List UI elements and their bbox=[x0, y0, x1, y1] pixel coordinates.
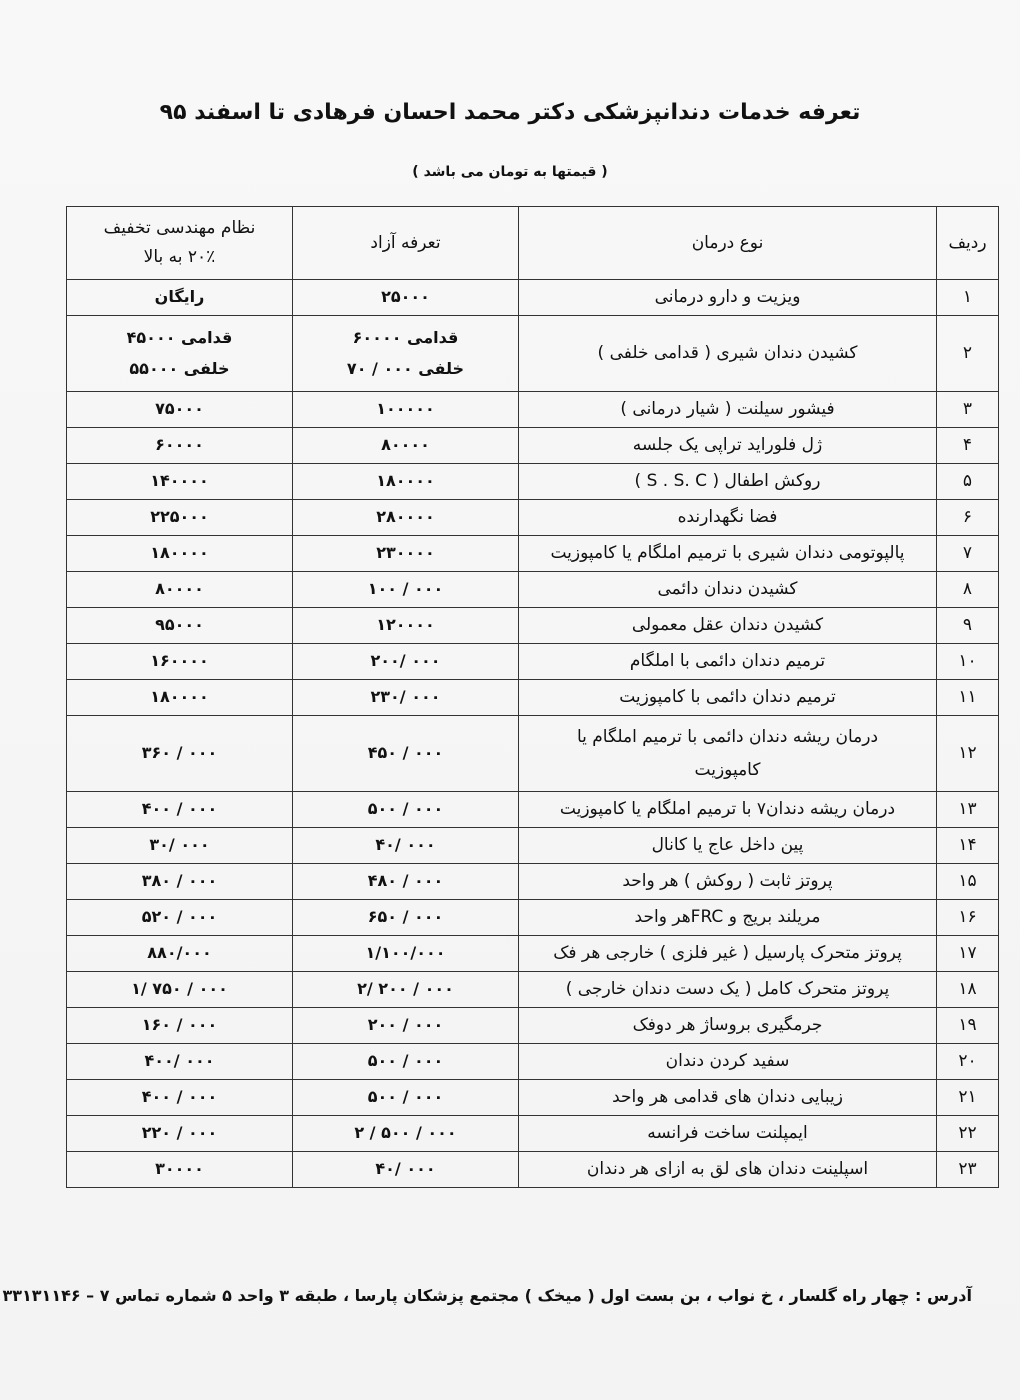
row-number: ۱۹ bbox=[937, 1008, 999, 1044]
free-tariff-cell bbox=[293, 644, 519, 680]
free-tariff-cell bbox=[293, 792, 519, 828]
row-number: ۵ bbox=[937, 464, 999, 500]
row-number: ۴ bbox=[937, 428, 999, 464]
service-name: اسپلینت دندان های لق به ازای هر دندان bbox=[586, 1159, 869, 1180]
free-tariff-value: ۰۰۰ / ۲۰۰ bbox=[367, 1015, 444, 1035]
free-tariff-value: ۱۸۰۰۰۰ bbox=[376, 471, 435, 491]
service-name: کشیدن دندان عقل معمولی bbox=[631, 615, 824, 636]
free-tariff-value: ۲۸۰۰۰۰ bbox=[376, 507, 435, 527]
header-service-type: نوع درمان bbox=[519, 207, 937, 280]
table-row bbox=[67, 900, 999, 936]
free-tariff-value: ۰۰۰ / ۵۰۰ bbox=[367, 1051, 444, 1071]
free-tariff-value: ۱۲۰۰۰۰ bbox=[376, 615, 435, 635]
discount-cell bbox=[67, 1116, 293, 1152]
discount-value: قدامی ۴۵۰۰۰ bbox=[126, 328, 233, 348]
row-number: ۸ bbox=[937, 572, 999, 608]
tariff-table-wrapper bbox=[66, 206, 998, 1188]
discount-cell bbox=[67, 280, 293, 316]
table-row bbox=[67, 464, 999, 500]
service-cell bbox=[519, 280, 937, 316]
discount-value: ۰۰۰ / ۳۸۰ bbox=[141, 871, 218, 891]
discount-cell bbox=[67, 1044, 293, 1080]
header-discount-line2: ۲۰٪ به بالا bbox=[143, 247, 216, 267]
discount-value: ۰۰۰ / ۲۲۰ bbox=[141, 1123, 218, 1143]
service-name: ژل فلوراید تراپی یک جلسه bbox=[632, 435, 823, 456]
discount-cell bbox=[67, 428, 293, 464]
discount-value: ۸۸۰/۰۰۰ bbox=[147, 943, 212, 963]
service-cell bbox=[519, 392, 937, 428]
page-title: تعرفه خدمات دندانپزشکی دکتر محمد احسان فرهادی تا اسفند ۹۵ bbox=[159, 100, 861, 125]
discount-cell bbox=[67, 680, 293, 716]
discount-value: ۱۴۰۰۰۰ bbox=[150, 471, 209, 491]
header-discount-line1: نظام مهندسی تخفیف bbox=[103, 218, 256, 239]
row-number: ۱ bbox=[937, 280, 999, 316]
discount-cell bbox=[67, 1080, 293, 1116]
service-cell bbox=[519, 1008, 937, 1044]
discount-value: ۲۲۵۰۰۰ bbox=[150, 507, 209, 527]
row-number: ۱۲ bbox=[937, 716, 999, 792]
service-name: کشیدن دندان شیری ( قدامی خلفی ) bbox=[597, 343, 858, 364]
table-row bbox=[67, 828, 999, 864]
discount-value: ۱۶۰۰۰۰ bbox=[150, 651, 209, 671]
free-tariff-value: ۰۰۰ / ۴۸۰ bbox=[367, 871, 444, 891]
free-tariff-cell bbox=[293, 828, 519, 864]
table-row bbox=[67, 936, 999, 972]
table-row bbox=[67, 716, 999, 792]
free-tariff-cell bbox=[293, 864, 519, 900]
table-row bbox=[67, 1080, 999, 1116]
free-tariff-cell bbox=[293, 972, 519, 1008]
row-number: ۲ bbox=[937, 316, 999, 392]
table-row bbox=[67, 428, 999, 464]
header-discount bbox=[67, 207, 293, 280]
row-number: ۲۳ bbox=[937, 1152, 999, 1188]
service-name: زیبایی دندان های قدامی هر واحد bbox=[612, 1087, 843, 1108]
free-tariff-value: ۰۰۰ / ۶۵۰ bbox=[367, 907, 444, 927]
row-number: ۶ bbox=[937, 500, 999, 536]
free-tariff-cell bbox=[293, 1008, 519, 1044]
price-unit-note: ( قیمتها به تومان می باشد ) bbox=[412, 164, 608, 180]
discount-value: ۰۰۰ / ۴۰۰ bbox=[141, 1087, 218, 1107]
table-row bbox=[67, 608, 999, 644]
row-number: ۱۰ bbox=[937, 644, 999, 680]
free-tariff-value: ۸۰۰۰۰ bbox=[381, 435, 430, 455]
discount-cell bbox=[67, 900, 293, 936]
service-cell bbox=[519, 716, 937, 792]
table-row bbox=[67, 1152, 999, 1188]
free-tariff-value: ۰۰۰ / ۴۵۰ bbox=[367, 743, 444, 763]
free-tariff-cell bbox=[293, 680, 519, 716]
free-tariff-value: ۰۰۰ /۲۳۰ bbox=[370, 687, 441, 707]
discount-value: ۱۸۰۰۰۰ bbox=[150, 687, 209, 707]
clinic-address: آدرس : چهار راه گلسار ، خ نواب ، بن بست اول ( میخک ) مجتمع پزشکان پارسا ، طبقه ۳ واحد ۵ شماره تماس ۷ – ۳۳۱۳۱۱۴۶ bbox=[2, 1286, 972, 1305]
row-number: ۱۳ bbox=[937, 792, 999, 828]
free-tariff-value: ۰۰۰ / ۲۰۰ /۲ bbox=[357, 979, 454, 999]
table-row bbox=[67, 392, 999, 428]
discount-value: ۰۰۰ / ۳۶۰ bbox=[141, 743, 218, 763]
free-tariff-cell bbox=[293, 536, 519, 572]
free-tariff-value: ۰۰۰ /۴۰ bbox=[375, 1159, 436, 1179]
table-row bbox=[67, 1044, 999, 1080]
free-tariff-cell bbox=[293, 608, 519, 644]
table-row bbox=[67, 536, 999, 572]
service-cell bbox=[519, 1044, 937, 1080]
table-body bbox=[67, 280, 999, 1188]
row-number: ۱۸ bbox=[937, 972, 999, 1008]
service-cell bbox=[519, 828, 937, 864]
discount-value: ۰۰۰ / ۵۲۰ bbox=[141, 907, 218, 927]
service-cell bbox=[519, 500, 937, 536]
service-name: پالپوتومی دندان شیری با ترمیم املگام یا کامپوزیت bbox=[550, 543, 905, 564]
discount-value: رایگان bbox=[154, 287, 205, 307]
discount-cell bbox=[67, 644, 293, 680]
discount-value: ۱۸۰۰۰۰ bbox=[150, 543, 209, 563]
free-tariff-value: ۰۰۰ / ۵۰۰ / ۲ bbox=[354, 1123, 457, 1143]
service-cell bbox=[519, 792, 937, 828]
service-cell bbox=[519, 316, 937, 392]
table-row bbox=[67, 864, 999, 900]
discount-cell bbox=[67, 464, 293, 500]
table-row bbox=[67, 316, 999, 392]
service-cell bbox=[519, 464, 937, 500]
discount-cell bbox=[67, 572, 293, 608]
service-name: درمان ریشه دندان دائمی با ترمیم املگام یا bbox=[576, 727, 879, 748]
service-name: ترمیم دندان دائمی با املگام bbox=[629, 651, 826, 672]
table-header-row bbox=[67, 207, 999, 280]
service-name: ایمپلنت ساخت فرانسه bbox=[647, 1123, 808, 1144]
service-cell bbox=[519, 428, 937, 464]
service-cell bbox=[519, 900, 937, 936]
free-tariff-cell bbox=[293, 716, 519, 792]
service-name: جرمگیری بروساژ هر دوفک bbox=[632, 1015, 823, 1036]
service-name: سفید کردن دندان bbox=[665, 1051, 790, 1072]
service-cell bbox=[519, 680, 937, 716]
discount-value: ۰۰۰ /۳۰ bbox=[149, 835, 210, 855]
discount-cell bbox=[67, 536, 293, 572]
service-cell bbox=[519, 644, 937, 680]
free-tariff-value: ۰۰۰ /۴۰ bbox=[375, 835, 436, 855]
service-name: فضا نگهدارنده bbox=[677, 507, 778, 528]
service-name: مریلند بریج و FRCهر واحد bbox=[634, 907, 821, 928]
service-name-line2: کامپوزیت bbox=[694, 759, 761, 780]
free-tariff-cell bbox=[293, 500, 519, 536]
discount-cell bbox=[67, 792, 293, 828]
free-tariff-value: ۲۳۰۰۰۰ bbox=[376, 543, 435, 563]
service-name: فیشور سیلنت ( شیار درمانی ) bbox=[620, 399, 835, 420]
table-row bbox=[67, 792, 999, 828]
free-tariff-cell bbox=[293, 936, 519, 972]
service-cell bbox=[519, 1080, 937, 1116]
table-row bbox=[67, 500, 999, 536]
row-number: ۱۱ bbox=[937, 680, 999, 716]
discount-value: ۰۰۰ /۴۰۰ bbox=[144, 1051, 215, 1071]
row-number: ۲۰ bbox=[937, 1044, 999, 1080]
free-tariff-cell bbox=[293, 1080, 519, 1116]
service-name: پروتز متحرک پارسیل ( غیر فلزی ) خارجی هر فک bbox=[553, 943, 902, 964]
free-tariff-value: ۱۰۰۰۰۰ bbox=[376, 399, 435, 419]
table-row bbox=[67, 1116, 999, 1152]
tariff-table bbox=[66, 206, 999, 1188]
free-tariff-cell bbox=[293, 428, 519, 464]
header-row-number: ردیف bbox=[937, 207, 999, 280]
free-tariff-value: ۰۰۰ / ۵۰۰ bbox=[367, 1087, 444, 1107]
discount-cell bbox=[67, 1008, 293, 1044]
free-tariff-cell bbox=[293, 316, 519, 392]
service-name: روکش اطفال ( S . S. C ) bbox=[634, 471, 821, 492]
discount-value: ۰۰۰ / ۴۰۰ bbox=[141, 799, 218, 819]
service-cell bbox=[519, 1152, 937, 1188]
row-number: ۱۵ bbox=[937, 864, 999, 900]
service-cell bbox=[519, 1116, 937, 1152]
row-number: ۷ bbox=[937, 536, 999, 572]
free-tariff-value: ۰۰۰ /۲۰۰ bbox=[370, 651, 441, 671]
service-name: پروتز متحرک کامل ( یک دست دندان خارجی ) bbox=[565, 979, 890, 1000]
discount-cell bbox=[67, 936, 293, 972]
free-tariff-value: ۱/۱۰۰/۰۰۰ bbox=[365, 943, 446, 963]
table-row bbox=[67, 572, 999, 608]
table-row bbox=[67, 680, 999, 716]
table-row bbox=[67, 1008, 999, 1044]
free-tariff-cell bbox=[293, 464, 519, 500]
service-cell bbox=[519, 936, 937, 972]
row-number: ۱۴ bbox=[937, 828, 999, 864]
service-name: درمان ریشه دندان۷ با ترمیم املگام یا کامپوزیت bbox=[559, 799, 896, 820]
discount-cell bbox=[67, 1152, 293, 1188]
discount-cell bbox=[67, 500, 293, 536]
discount-value-line2: خلفی ۵۵۰۰۰ bbox=[129, 358, 230, 378]
free-tariff-value-line2: خلفی ۰۰۰ / ۷۰ bbox=[346, 358, 465, 378]
table-row bbox=[67, 280, 999, 316]
service-cell bbox=[519, 536, 937, 572]
table-row bbox=[67, 972, 999, 1008]
discount-value: ۶۰۰۰۰ bbox=[155, 435, 204, 455]
header-free-tariff: تعرفه آزاد bbox=[293, 207, 519, 280]
discount-cell bbox=[67, 608, 293, 644]
discount-cell bbox=[67, 972, 293, 1008]
service-cell bbox=[519, 572, 937, 608]
free-tariff-value: ۲۵۰۰۰ bbox=[381, 287, 430, 307]
discount-cell bbox=[67, 316, 293, 392]
free-tariff-cell bbox=[293, 1044, 519, 1080]
row-number: ۱۶ bbox=[937, 900, 999, 936]
row-number: ۲۱ bbox=[937, 1080, 999, 1116]
discount-value: ۳۰۰۰۰ bbox=[155, 1159, 204, 1179]
discount-value: ۷۵۰۰۰ bbox=[155, 399, 204, 419]
service-name: پروتز ثابت ( روکش ) هر واحد bbox=[622, 871, 833, 892]
service-name: ویزیت و دارو درمانی bbox=[654, 287, 801, 308]
free-tariff-cell bbox=[293, 280, 519, 316]
row-number: ۲۲ bbox=[937, 1116, 999, 1152]
row-number: ۹ bbox=[937, 608, 999, 644]
discount-cell bbox=[67, 716, 293, 792]
free-tariff-value: قدامی ۶۰۰۰۰ bbox=[352, 328, 459, 348]
row-number: ۱۷ bbox=[937, 936, 999, 972]
discount-value: ۸۰۰۰۰ bbox=[155, 579, 204, 599]
discount-cell bbox=[67, 864, 293, 900]
discount-value: ۰۰۰ / ۷۵۰ /۱ bbox=[131, 979, 228, 999]
service-name: ترمیم دندان دائمی با کامپوزیت bbox=[619, 687, 836, 708]
free-tariff-cell bbox=[293, 572, 519, 608]
free-tariff-cell bbox=[293, 392, 519, 428]
service-name: پین داخل عاج یا کانال bbox=[651, 835, 804, 856]
service-cell bbox=[519, 972, 937, 1008]
free-tariff-value: ۰۰۰ / ۵۰۰ bbox=[367, 799, 444, 819]
free-tariff-cell bbox=[293, 900, 519, 936]
free-tariff-cell bbox=[293, 1116, 519, 1152]
discount-value: ۹۵۰۰۰ bbox=[155, 615, 204, 635]
table-row bbox=[67, 644, 999, 680]
discount-cell bbox=[67, 392, 293, 428]
free-tariff-cell bbox=[293, 1152, 519, 1188]
row-number: ۳ bbox=[937, 392, 999, 428]
service-cell bbox=[519, 864, 937, 900]
service-name: کشیدن دندان دائمی bbox=[657, 579, 798, 600]
service-cell bbox=[519, 608, 937, 644]
discount-value: ۰۰۰ / ۱۶۰ bbox=[141, 1015, 218, 1035]
discount-cell bbox=[67, 828, 293, 864]
free-tariff-value: ۰۰۰ / ۱۰۰ bbox=[367, 579, 444, 599]
